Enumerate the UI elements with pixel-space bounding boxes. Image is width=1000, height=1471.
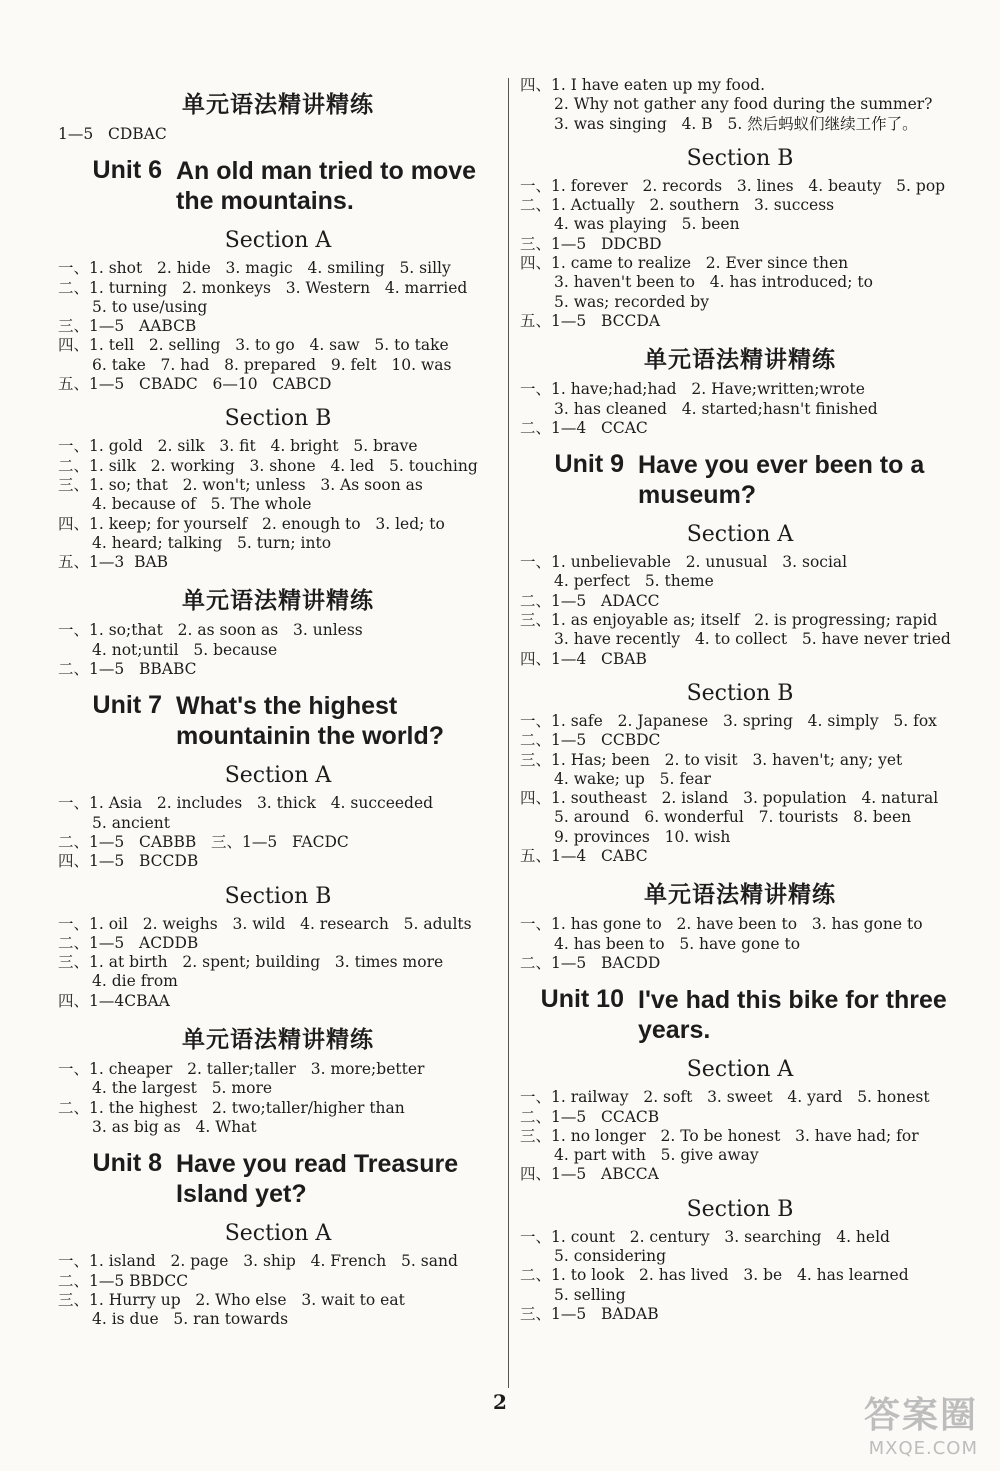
answer-line: 3. as big as 4. What [92, 1117, 257, 1136]
answer-line: 4. because of 5. The whole [92, 495, 312, 514]
section-b-heading: Section B [224, 883, 332, 909]
answer-line: 5. was; recorded by [554, 292, 709, 311]
answer-line: 一、1. gold 2. silk 3. fit 4. bright 5. brave [58, 437, 418, 456]
watermark-url: MXQE.COM [868, 1438, 978, 1459]
answer-line: 四、1. tell 2. selling 3. to go 4. saw 5. to take [58, 336, 449, 355]
grammar-heading: 单元语法精讲精练 [644, 881, 836, 909]
answer-line: 二、1—5 CCACB [520, 1107, 660, 1126]
answer-line: 一、1. safe 2. Japanese 3. spring 4. simply 5. fox [520, 711, 937, 730]
answer-line: 四、1. I have eaten up my food. [520, 76, 766, 94]
section-a-heading: Section A [224, 763, 332, 789]
answer-line: 二、1. turning 2. monkeys 3. Western 4. married [58, 278, 468, 297]
column-divider [508, 78, 509, 1388]
answer-line: 四、1—4 CBAB [520, 649, 647, 668]
answer-line: 三、1. Hurry up 2. Who else 3. wait to eat [58, 1290, 405, 1309]
unit-title-text: I've had this bike for three years. [638, 986, 947, 1045]
answer-line: 二、1—5 BBABC [58, 660, 197, 679]
answer-line: 一、1. Asia 2. includes 3. thick 4. succeeded [58, 794, 434, 813]
answer-line: 三、1—5 AABCB [58, 317, 197, 336]
answer-line: 五、1—5 BCCDA [520, 311, 661, 330]
answer-line: 二、1—5 ACDDB [58, 933, 199, 952]
answer-line: 4. is due 5. ran towards [92, 1310, 289, 1329]
answer-line: 4. has been to 5. have gone to [554, 934, 801, 953]
answer-line: 1—5 CDBAC [58, 125, 167, 143]
answer-line: 四、1. keep; for yourself 2. enough to 3. led; to [58, 514, 445, 533]
unit-number: Unit 7 [92, 691, 162, 720]
answer-line: 5. ancient [92, 813, 170, 832]
section-a-heading: Section A [224, 228, 332, 254]
section-b-heading: Section B [686, 680, 794, 706]
answer-line: 4. die from [92, 972, 178, 991]
answer-line: 二、1—4 CCAC [520, 418, 648, 437]
answer-line: 一、1. count 2. century 3. searching 4. held [520, 1227, 890, 1246]
watermark-logo-text: 答案圈 [863, 1395, 978, 1436]
section-b-heading: Section B [686, 145, 794, 171]
answer-line: 二、1. silk 2. working 3. shone 4. led 5. touching [58, 456, 478, 475]
right-column [520, 76, 960, 1324]
unit-number: Unit 9 [554, 450, 624, 479]
section-b-heading: Section B [224, 406, 332, 432]
answer-line: 四、1—4CBAA [58, 991, 170, 1010]
unit-heading [520, 985, 960, 1045]
unit-title-text: Have you read Treasure Island yet? [176, 1150, 459, 1209]
unit-number: Unit 10 [540, 985, 624, 1014]
answer-line: 五、1—4 CABC [520, 847, 648, 866]
unit-number: Unit 6 [92, 156, 162, 185]
answer-line: 一、1. so;that 2. as soon as 3. unless [58, 621, 363, 640]
answer-line: 4. part with 5. give away [554, 1146, 759, 1165]
answer-line: 一、1. shot 2. hide 3. magic 4. smiling 5. silly [58, 259, 451, 278]
answer-line: 5. around 6. wonderful 7. tourists 8. been [554, 808, 912, 827]
section-b-heading: Section B [686, 1196, 794, 1222]
answer-line: 3. was singing 4. B 5. 然后蚂蚁们继续工作了。 [554, 114, 918, 133]
answer-line: 3. has cleaned 4. started;hasn't finished [554, 399, 878, 418]
section-a-heading: Section A [686, 522, 794, 548]
unit-heading [58, 1149, 498, 1209]
answer-line: 4. was playing 5. been [554, 215, 740, 234]
answer-line: 四、1. southeast 2. island 3. population 4. natural [520, 789, 939, 808]
answer-line: 二、1. the highest 2. two;taller/higher than [58, 1098, 405, 1117]
answer-line: 4. not;until 5. because [92, 640, 278, 659]
answer-line: 2. Why not gather any food during the summer? [554, 95, 933, 114]
answer-line: 5. selling [554, 1285, 626, 1304]
answer-line: 5. considering [554, 1246, 666, 1265]
answer-line: 三、1. so; that 2. won't; unless 3. As soon as [58, 475, 423, 494]
answer-line: 二、1. Actually 2. southern 3. success [520, 196, 835, 215]
answer-line: 二、1—5 BBDCC [58, 1271, 189, 1290]
answer-line: 三、1—5 BADAB [520, 1304, 659, 1323]
answer-line: 四、1—5 BCCDB [58, 852, 199, 871]
answer-line: 3. have recently 4. to collect 5. have never tried [554, 630, 951, 649]
answer-line: 4. the largest 5. more [92, 1079, 273, 1098]
grammar-heading: 单元语法精讲精练 [182, 1026, 374, 1054]
answer-line: 二、1—5 CCBDC [520, 731, 661, 750]
answer-line: 二、1—5 CABBB 三、1—5 FACDC [58, 832, 349, 851]
answer-line: 二、1. to look 2. has lived 3. be 4. has learned [520, 1266, 909, 1285]
unit-title-text: What's the highest mountainin the world? [176, 692, 445, 751]
answer-line: 二、1—5 ADACC [520, 591, 660, 610]
watermark [864, 1387, 978, 1459]
unit-title-text: Have you ever been to a museum? [638, 451, 925, 510]
answer-line: 三、1. no longer 2. To be honest 3. have had; for [520, 1126, 919, 1145]
answer-line: 一、1. have;had;had 2. Have;written;wrote [520, 380, 865, 399]
answer-line: 9. provinces 10. wish [554, 827, 731, 846]
answer-line: 一、1. unbelievable 2. unusual 3. social [520, 553, 848, 572]
answer-line: 一、1. has gone to 2. have been to 3. has gone to [520, 915, 923, 934]
answer-line: 四、1. came to realize 2. Ever since then [520, 254, 849, 273]
answer-line: 四、1—5 ABCCA [520, 1165, 659, 1184]
grammar-heading: 单元语法精讲精练 [182, 91, 374, 118]
unit-heading [520, 450, 960, 510]
answer-line: 4. heard; talking 5. turn; into [92, 533, 332, 552]
page-number: 2 [493, 1390, 507, 1414]
answer-line: 一、1. forever 2. records 3. lines 4. beauty 5. pop [520, 176, 946, 195]
answer-line: 三、1—5 DDCBD [520, 234, 662, 253]
grammar-heading: 单元语法精讲精练 [644, 346, 836, 374]
section-a-heading: Section A [686, 1057, 794, 1083]
answer-line: 4. wake; up 5. fear [554, 769, 711, 788]
answer-line: 6. take 7. had 8. prepared 9. felt 10. was [92, 355, 452, 374]
grammar-heading: 单元语法精讲精练 [182, 587, 374, 615]
answer-line: 三、1. Has; been 2. to visit 3. haven't; any; yet [520, 750, 903, 769]
answer-line: 一、1. oil 2. weighs 3. wild 4. research 5. adults [58, 914, 472, 933]
answer-line: 三、1. at birth 2. spent; building 3. times more [58, 953, 444, 972]
answer-line: 一、1. railway 2. soft 3. sweet 4. yard 5. honest [520, 1088, 930, 1107]
answer-line: 三、1. as enjoyable as; itself 2. is progressing; rapid [520, 611, 938, 630]
answer-line: 5. to use/using [92, 297, 208, 316]
answer-line: 二、1—5 BACDD [520, 953, 661, 972]
answer-line: 五、1—5 CBADC 6—10 CABCD [58, 375, 332, 394]
answer-line: 3. haven't been to 4. has introduced; to [554, 273, 873, 292]
answer-line: 一、1. island 2. page 3. ship 4. French 5. sand [58, 1252, 458, 1271]
unit-heading [58, 691, 498, 751]
unit-title-text: An old man tried to move the mountains. [176, 157, 477, 216]
answer-line: 一、1. cheaper 2. taller;taller 3. more;better [58, 1060, 425, 1079]
answer-line: 4. perfect 5. theme [554, 572, 714, 591]
section-a-heading: Section A [224, 1221, 332, 1247]
left-column [58, 76, 498, 1329]
answer-line: 五、1—3 BAB [58, 553, 169, 572]
unit-number: Unit 8 [92, 1149, 162, 1178]
unit-heading [58, 156, 498, 216]
